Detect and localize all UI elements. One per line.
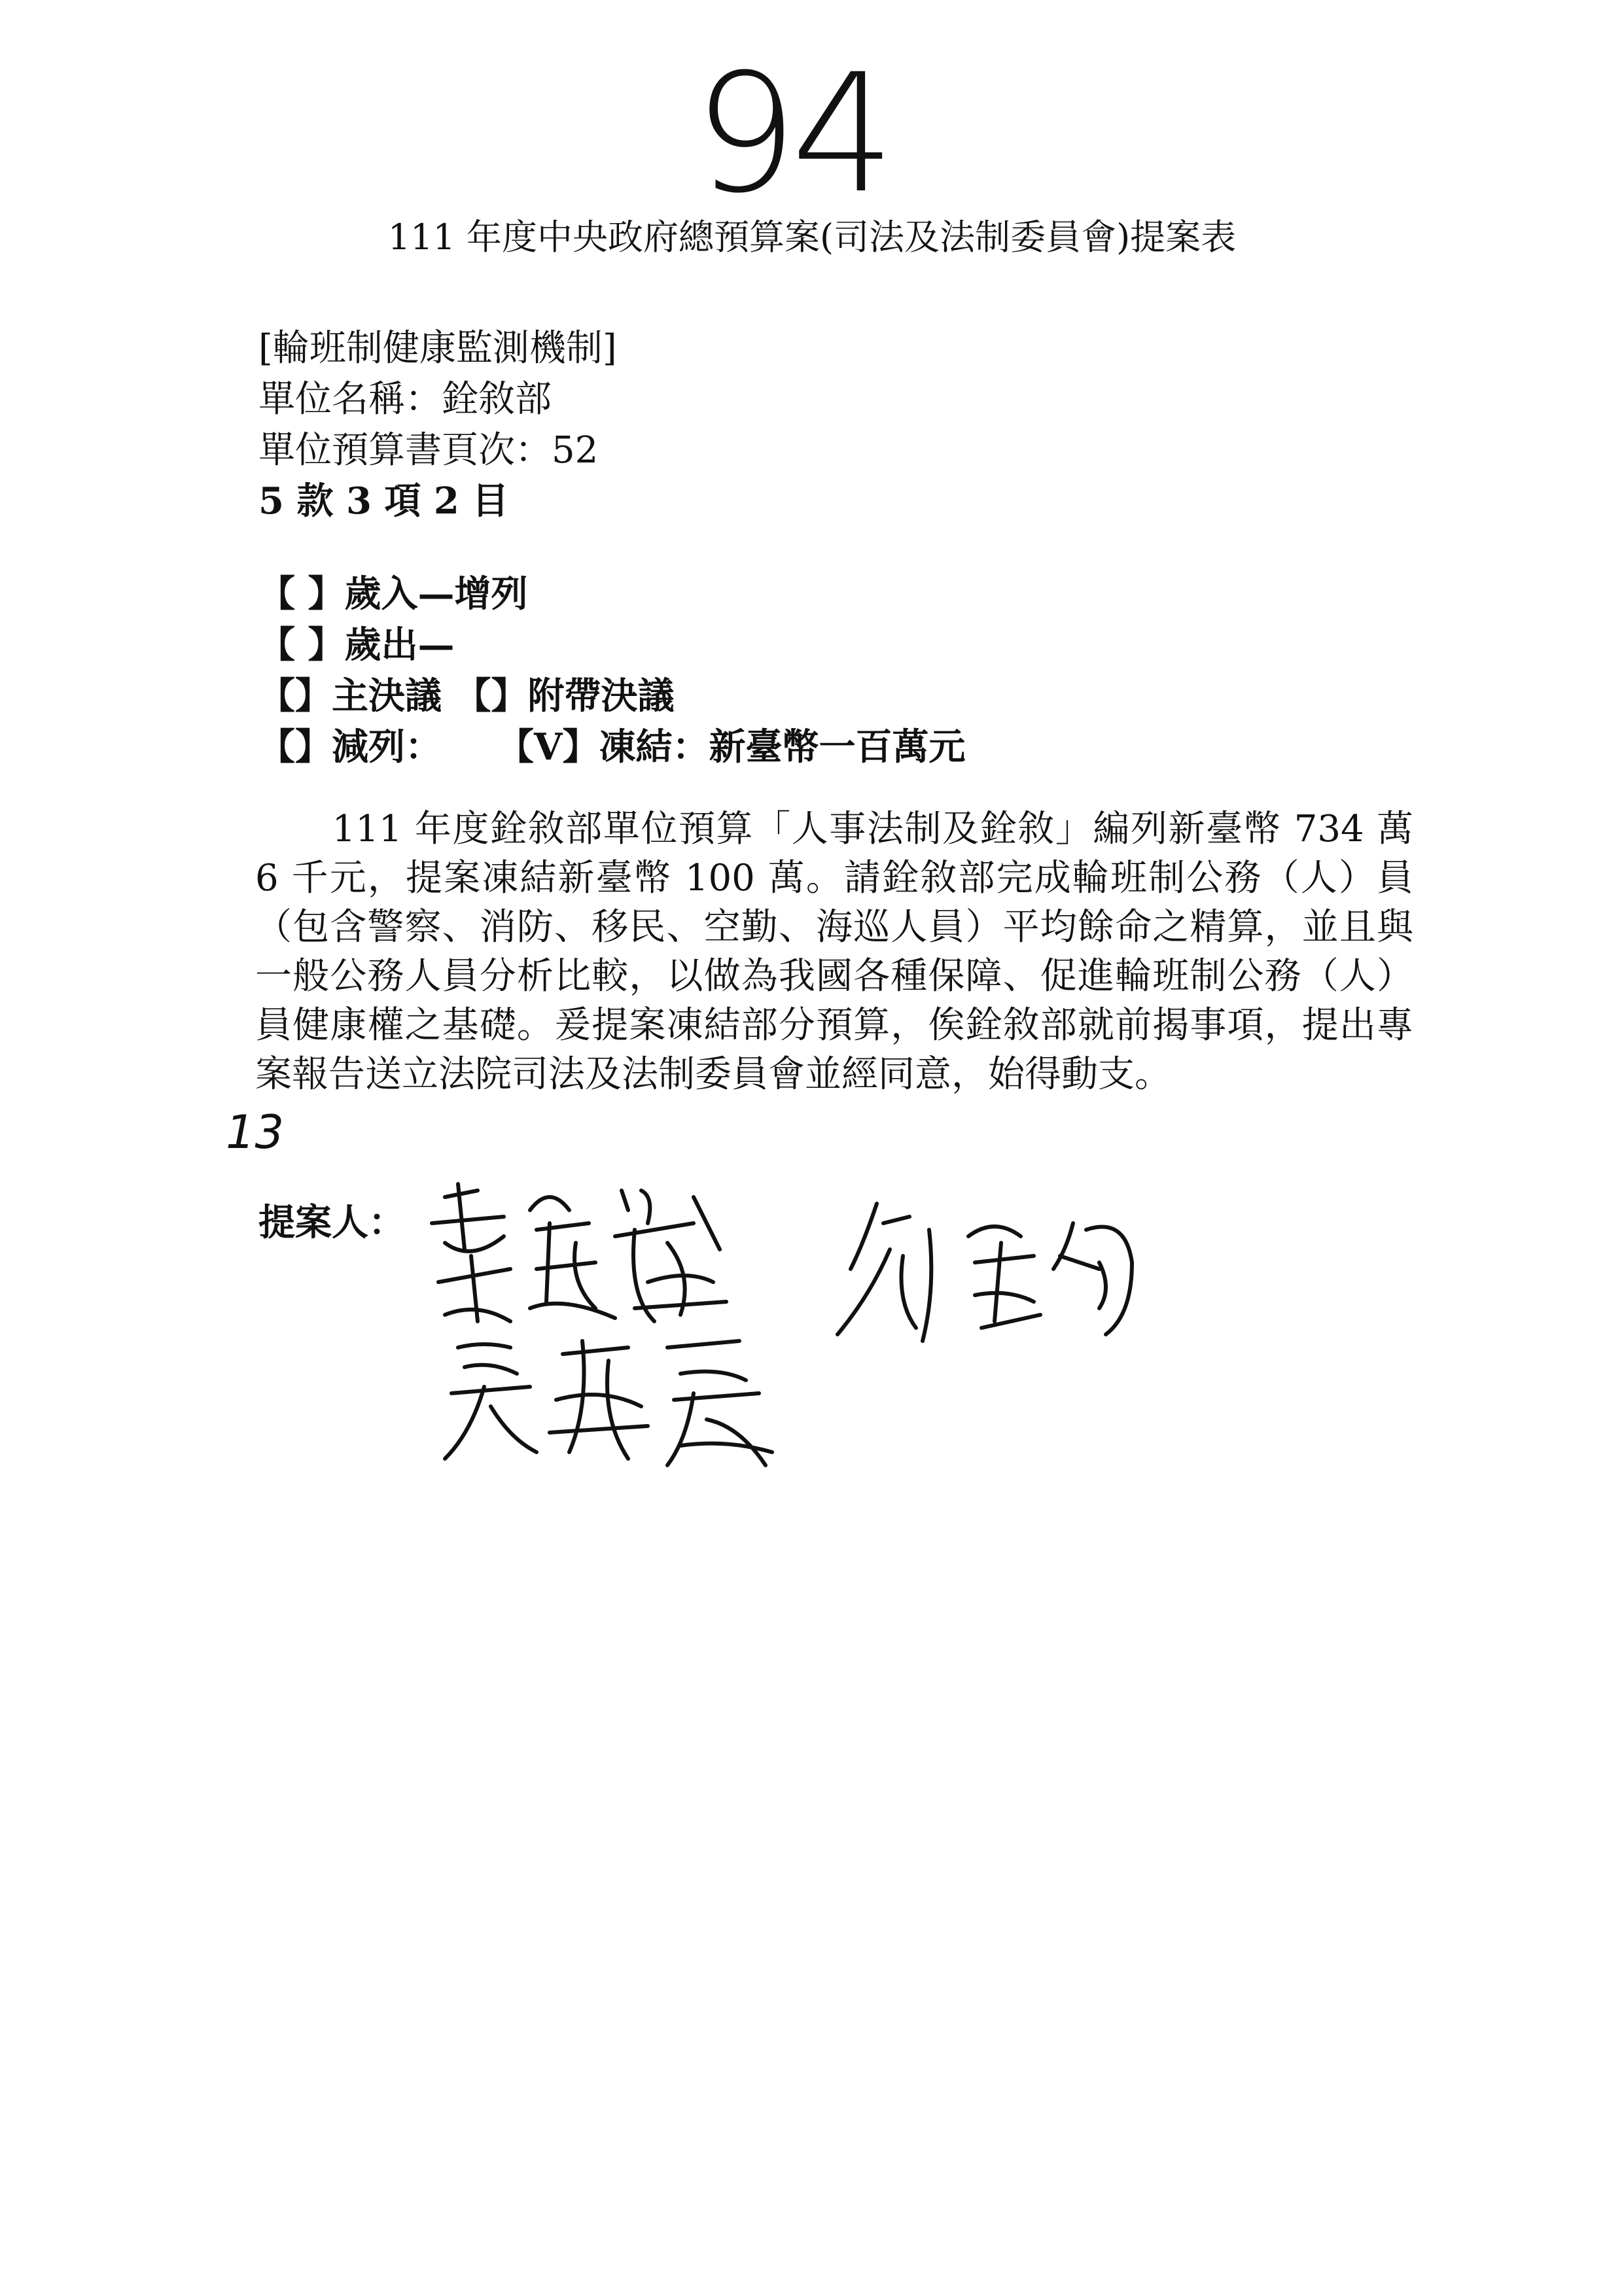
margin-note: 13	[226, 1105, 285, 1159]
proposal-body: 111 年度銓敘部單位預算「人事法制及銓敘」編列新臺幣 734 萬 6 千元，提案凍結新臺幣 100 萬。請銓敘部完成輪班制公務（人）員（包含警察、消防、移民、空勤、海巡人員）平均餘命之精算，並且與一般公務人員分析比較，以做為我國各種保障、促進輪班制公務（人）員健康權之基礎。爰提案凍結部分預算，俟銓敘部就前揭事項，提出專案報告送立法院司法及法制委員會並經同意，始得動支。	[255, 808, 1413, 1096]
page-number: 94	[694, 39, 889, 229]
option-revenue: 【 】歲入—增列	[258, 572, 528, 616]
option-resolution: 【】主決議 【】附帶決議	[258, 674, 675, 718]
signature-2	[824, 1191, 1165, 1354]
proposal-item-name: [輪班制健康監測機制]	[258, 327, 617, 370]
budget-item: 5 款 3 項 2 目	[258, 479, 509, 523]
budget-page: 單位預算書頁次：52	[258, 429, 599, 472]
document-title: 111 年度中央政府總預算案(司法及法制委員會)提案表	[387, 217, 1237, 258]
option-cut: 【】減列：	[258, 725, 442, 769]
signature-1	[419, 1171, 785, 1328]
proposer-label: 提案人：	[258, 1201, 405, 1244]
unit-name: 單位名稱：銓敘部	[258, 378, 552, 421]
option-expenditure: 【 】歲出—	[258, 623, 455, 667]
signature-3	[432, 1328, 798, 1478]
option-freeze: 【V】凍結：新臺幣一百萬元	[497, 725, 966, 769]
